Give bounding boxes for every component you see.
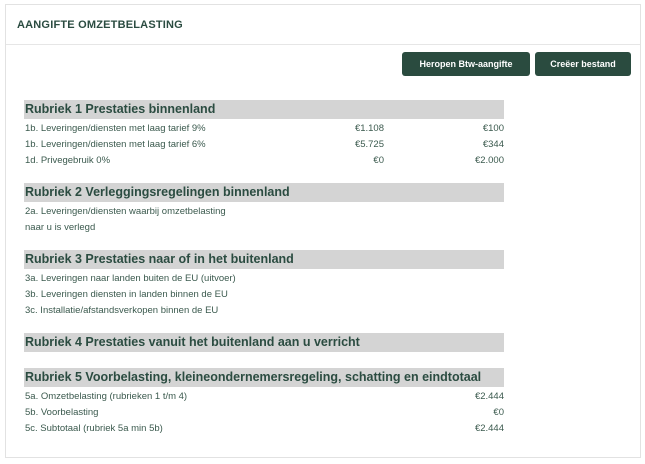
reopen-vat-return-button[interactable]: Heropen Btw-aangifte xyxy=(402,52,530,76)
section-title: Rubriek 2 Verleggingsregelingen binnenland xyxy=(24,183,504,202)
table-row xyxy=(24,121,504,137)
row-label: 5c. Subtotaal (rubriek 5a min 5b) xyxy=(25,423,163,434)
row-label: 1b. Leveringen/diensten met laag tarief 9% xyxy=(25,123,206,134)
section-title: Rubriek 1 Prestaties binnenland xyxy=(24,100,504,119)
section-rubriek-3 xyxy=(24,250,504,319)
row-label: 3a. Leveringen naar landen buiten de EU (uitvoer) xyxy=(25,273,236,284)
row-tax-value: €0 xyxy=(493,407,504,418)
table-row xyxy=(24,405,504,421)
table-row xyxy=(24,303,504,319)
panel-header xyxy=(6,5,640,45)
table-row xyxy=(24,389,504,405)
row-tax-value: €2.000 xyxy=(474,155,504,166)
section-title: Rubriek 5 Voorbelasting, kleineondernemersregeling, schatting en eindtotaal xyxy=(24,368,504,387)
row-label: naar u is verlegd xyxy=(25,222,96,233)
create-file-button[interactable]: Creëer bestand xyxy=(535,52,631,76)
row-tax-value: €2.444 xyxy=(474,423,504,434)
table-row xyxy=(24,137,504,153)
row-turnover-value: €0 xyxy=(373,155,384,166)
row-label: 3c. Installatie/afstandsverkopen binnen de EU xyxy=(25,305,219,316)
page-title: AANGIFTE OMZETBELASTING xyxy=(17,18,183,31)
vat-sections xyxy=(24,100,504,451)
row-label: 5a. Omzetbelasting (rubrieken 1 t/m 4) xyxy=(25,391,188,402)
table-row xyxy=(24,204,504,220)
table-row xyxy=(24,153,504,169)
row-tax-value: €344 xyxy=(482,139,504,150)
action-bar xyxy=(402,52,631,76)
table-row xyxy=(24,271,504,287)
row-label: 1b. Leveringen/diensten met laag tarief 6% xyxy=(25,139,206,150)
row-turnover-value: €1.108 xyxy=(354,123,384,134)
row-label: 1d. Privegebruik 0% xyxy=(25,155,111,166)
section-title: Rubriek 4 Prestaties vanuit het buitenland aan u verricht xyxy=(24,333,504,352)
row-turnover-value: €5.725 xyxy=(354,139,384,150)
vat-return-panel xyxy=(5,4,641,458)
table-row xyxy=(24,220,504,236)
row-tax-value: €100 xyxy=(482,123,504,134)
table-row xyxy=(24,421,504,437)
section-rubriek-2 xyxy=(24,183,504,236)
section-rubriek-4 xyxy=(24,333,504,352)
row-label: 2a. Leveringen/diensten waarbij omzetbelasting xyxy=(25,206,226,217)
row-tax-value: €2.444 xyxy=(474,391,504,402)
section-rubriek-1 xyxy=(24,100,504,169)
section-title: Rubriek 3 Prestaties naar of in het buitenland xyxy=(24,250,504,269)
table-row xyxy=(24,287,504,303)
row-label: 3b. Leveringen diensten in landen binnen de EU xyxy=(25,289,228,300)
section-rubriek-5 xyxy=(24,368,504,437)
row-label: 5b. Voorbelasting xyxy=(25,407,99,418)
